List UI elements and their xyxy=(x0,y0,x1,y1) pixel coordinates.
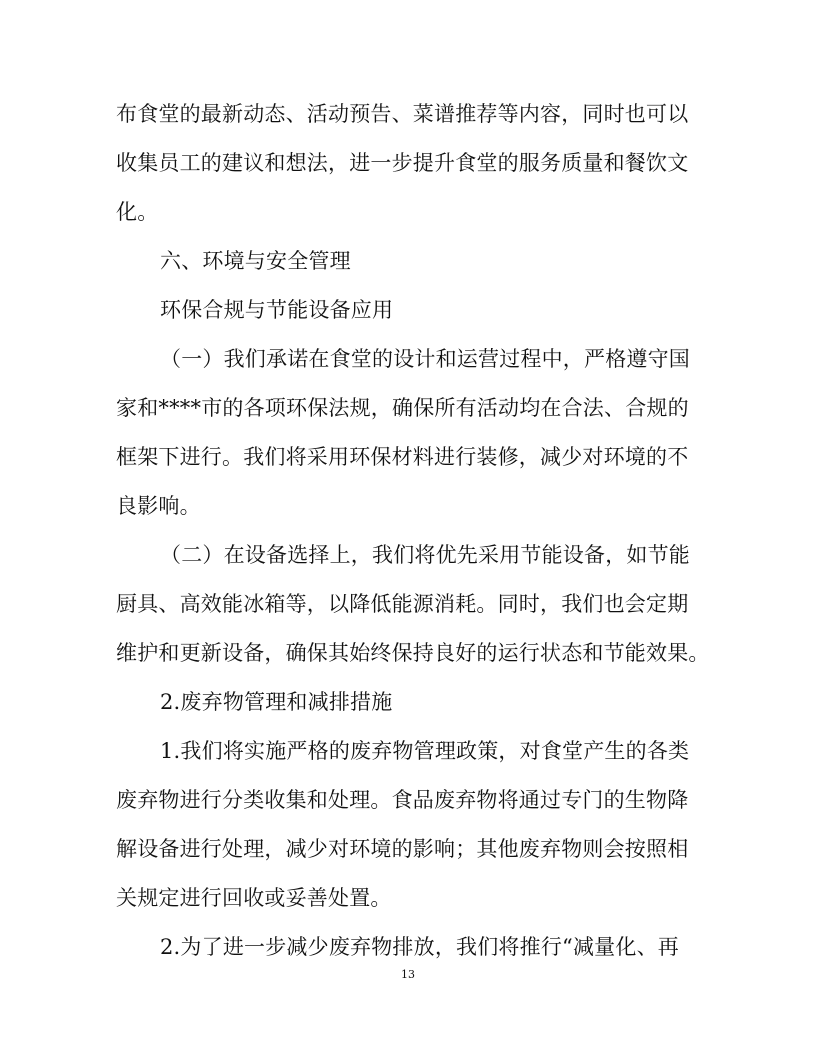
paragraph-line: 解设备进行处理，减少对环境的影响；其他废弃物则会按照相 xyxy=(116,837,689,861)
paragraph-line: （二）在设备选择上，我们将优先采用节能设备，如节能 xyxy=(160,543,690,567)
subsection-heading: 环保合规与节能设备应用 xyxy=(160,298,394,322)
paragraph-line: 1.我们将实施严格的废弃物管理政策，对食堂产生的各类 xyxy=(160,739,690,763)
paragraph-line: 关规定进行回收或妥善处置。 xyxy=(116,886,392,910)
paragraph-line: 废弃物进行分类收集和处理。食品废弃物将通过专门的生物降 xyxy=(116,788,689,812)
paragraph-line: 家和****市的各项环保法规，确保所有活动均在合法、合规的 xyxy=(116,396,689,420)
paragraph-line: 框架下进行。我们将采用环保材料进行装修，减少对环境的不 xyxy=(116,445,689,469)
paragraph-line: 维护和更新设备，确保其始终保持良好的运行状态和节能效果。 xyxy=(116,641,710,665)
subsection-heading: 2.废弃物管理和减排措施 xyxy=(160,690,393,714)
paragraph-line: 厨具、高效能冰箱等，以降低能源消耗。同时，我们也会定期 xyxy=(116,592,689,616)
paragraph-line: 化。 xyxy=(116,200,159,224)
paragraph-line: （一）我们承诺在食堂的设计和运营过程中，严格遵守国 xyxy=(160,347,690,371)
page-number: 13 xyxy=(401,968,415,981)
paragraph-line: 布食堂的最新动态、活动预告、菜谱推荐等内容，同时也可以 xyxy=(116,102,689,126)
section-heading: 六、环境与安全管理 xyxy=(160,249,351,273)
paragraph-line: 收集员工的建议和想法，进一步提升食堂的服务质量和餐饮文 xyxy=(116,151,689,175)
paragraph-line: 2.为了进一步减少废弃物排放，我们将推行“减量化、再 xyxy=(160,935,679,959)
body-text xyxy=(116,90,716,972)
paragraph-line: 良影响。 xyxy=(116,494,201,518)
